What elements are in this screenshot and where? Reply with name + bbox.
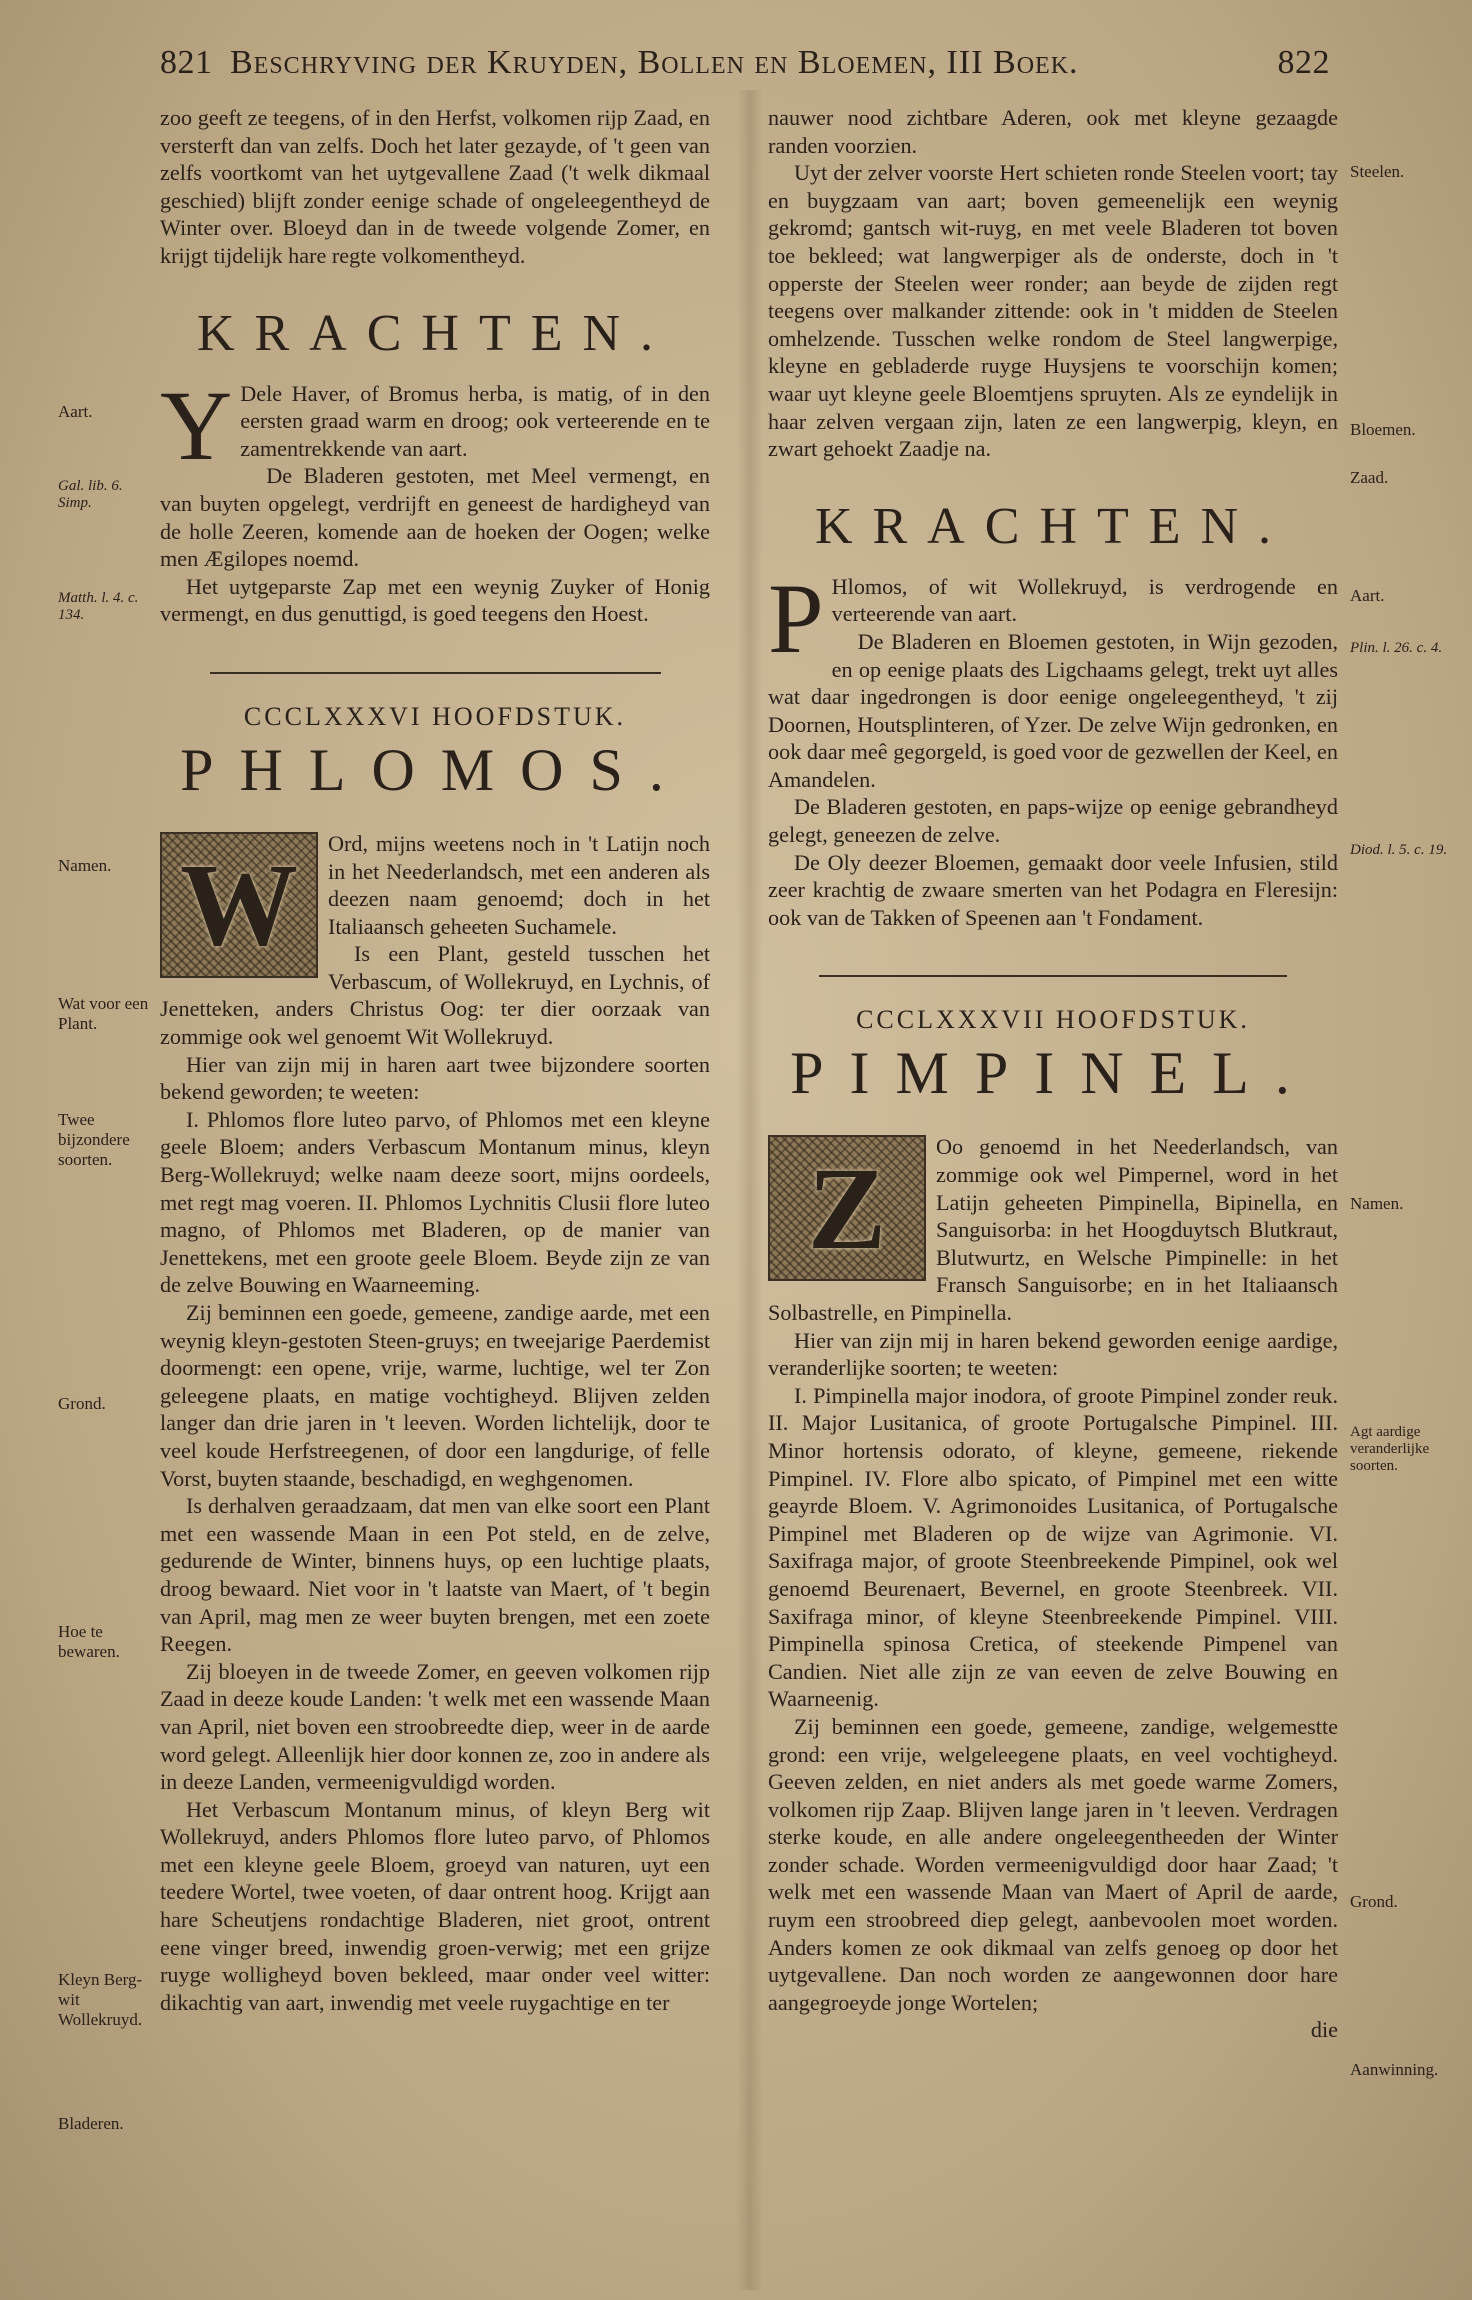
margin-note-plin: Plin. l. 26. c. 4. [1350, 640, 1443, 656]
margin-note-aart: Aart. [58, 402, 93, 421]
pimpinel-para-4: Zij beminnen een goede, gemeene, zandige, welgemestte grond: een vrije, welgeleegene plaats, en veel vochtigheyd. Geeven zelden, en niet anders als met goede warme Zomers, volkomen rijp Zaap. Blijven lange jaren in 't leeven. Verdragen sterke koude, en alle andere ongeleegentheeden der Winter zonder schade. Worden vermeenigvuldigd door haar Zaad; 't welk met een wassende Maan van Maert of April de aarde, ruym een stroobreed diep gelegt, aanbevoolen moet worden. Anders komen ze ook dikmaal van zelfs genoeg op door het uytgevallene. Dan noch worden ze aangewonnen door hare aangegroeyde jonge Wortelen; [768, 1713, 1338, 2015]
left-krachten-heading: KRACHTEN. [196, 304, 674, 362]
dropcap-y: Y [160, 369, 233, 481]
margin-note-grond: Grond. [58, 1394, 106, 1413]
margin-note-diod: Diod. l. 5. c. 19. [1350, 842, 1448, 858]
right-krachten-para-4: De Oly deezer Bloemen, gemaakt door veele Infusien, stild zeer krachtig de zwaare smerten van het Podagra en Fleresijn: ook van de Takken of Speenen aan 't Fondament. [768, 849, 1338, 930]
running-title: Beschryving der Kruyden, Bollen en Bloemen, III Boek. [230, 44, 1079, 81]
chapter-title-pimpinel: PIMPINEL. [790, 1040, 1316, 1107]
phlomos-para-6: Is derhalven geraadzaam, dat men van elke soort een Plant met een wassende Maan in een Pot steld, en de zelve, gedurende de Winter, binnens huys, op een luchtige plaats, droog bewaard. Niet voor in 't laatste van Maert, of 't begin van April, mag men ze weer buyten brengen, met een zoete Reegen. [160, 1493, 710, 1657]
margin-note-bloemen: Bloemen. [1350, 420, 1416, 439]
left-page-number: 821 [160, 44, 213, 81]
phlomos-para-4: I. Phlomos flore luteo parvo, of Phlomos met een kleyne geele Bloem; anders Verbascum Montanum minus, kleyn Berg-Wollekruyd; welke naam deeze soort, mijns oordeels, met regt mag voeren. II. Phlomos Lychnitis Clusii flore luteo magno, of Phlomos met Bladeren, op de manier van Jenettekens, met een groote geele Bloem. Beyde zijn ze van de zelve Bouwing en Waarneeming. [160, 1106, 710, 1298]
right-krachten-para-3: De Bladeren gestoten, en paps-wijze op eenige gebrandheyd gelegt, geneezen de zelve. [768, 794, 1338, 848]
right-page-number: 822 [1277, 44, 1330, 81]
margin-note-namen: Namen. [58, 856, 112, 875]
right-krachten-para-1-text: Hlomos, of wit Wollekruyd, is verdrogende en verteerende van aart. [831, 573, 1338, 627]
margin-note-aart-right: Aart. [1350, 586, 1385, 605]
left-top-paragraph: zoo geeft ze teegens, of in den Herfst, volkomen rijp Zaad, en versterft dan van zelfs. Doch het later gezayde, of 't geen van zelfs voortkomt van het uytgevallene Zaad ('t welk dikmaal geschied) blijft zonder eenige schade of ongeleegentheyd de Winter over. Bloeyd dan in de tweede volgende Zomer, en krijgt tijdelijk hare regte volkomentheyd. [160, 105, 710, 268]
margin-note-aanwinning: Aanwinning. [1350, 2060, 1439, 2079]
right-krachten-para-2: De Bladeren en Bloemen gestoten, in Wijn gezoden, en op eenige plaats des Ligchaams gelegt, trekt uyt alles wat daar ingedrongen is door eenige ongeleegentheyd, 't zij Doornen, Houtsplinteren, of Yzer. De zelve Wijn gedronken, en ook daar meê gegorgeld, is goed voor de gezwellen der Keel, en Amandelen. [768, 628, 1338, 792]
left-krachten-para-1 [160, 369, 710, 481]
chapter-label-386: CCCLXXXVI HOOFDSTUK. [243, 701, 627, 731]
right-krachten-para-1 [768, 562, 1338, 674]
margin-note-kleyn: Kleyn Berg-wit Wollekruyd. [58, 1970, 143, 2029]
left-column [160, 104, 710, 2016]
right-top-paragraph-2: Uyt der zelver voorste Hert schieten ronde Steelen voort; tay en buygzaam van aart; boven gemeenelijk een weynig gekromd; gantsch wit-ruyg, en met veele Bladeren tot boven toe bekleed; wat langwerpiger als de onderste, doch in 't opperste der Steelen weer ronder; aan beyde de zijden regt teegens over malkander zittende: ook in 't midden de Steelen omhelzende. Tusschen welke rondom de Steel langwerpige, kleyne en gebladerde ruyge Huysjens te voorschijn komen; waar uyt kleyne geele Bloemtjens spruyten. Als ze eyndelijk in haar zelven vergaan zijn, laten ze een langwerpig, kleyn, en zwart gehoekt Zaadje na. [768, 160, 1338, 462]
margin-note-namen-right: Namen. [1350, 1194, 1404, 1213]
phlomos-para-2: Is een Plant, gesteld tusschen het Verbascum, of Wollekruyd, en Lychnis, of Jenetteken, anders Christus Oog: ter dier oorzaak van zommige ook wel genoemt Wit Wollekruyd. [160, 941, 710, 1050]
margin-note-bladeren: Bladeren. [58, 2114, 124, 2133]
catchword: die [1310, 2017, 1338, 2043]
phlomos-para-5: Zij beminnen een goede, gemeene, zandige aarde, met een weynig kleyn-gestoten Steen-gruys; en tweejarige Paerdemist doormengt: een opene, vrije, warme, luchtige, wel ter Zon geleegene plaats, en matige vochtigheyd. Blijven zelden langer dan drie jaren in 't leeven. Worden lichtelijk, door te veel koude Herfstreegenen, of door een langdurige, of felle Vorst, buyten staande, beschadigd, en weghgenomen. [160, 1300, 710, 1491]
ornamental-initial-z: Z [768, 1135, 926, 1281]
chapter-label-387: CCCLXXXVII HOOFDSTUK. [856, 1005, 1250, 1035]
running-header [160, 44, 1330, 84]
left-krachten-para-3: Het uytgeparste Zap met een weynig Zuyker of Honig vermengt, en dus genuttigd, is goed teegens den Hoest. [160, 573, 710, 627]
pimpinel-para-2: Hier van zijn mij in haren bekend geworden eenige aardige, veranderlijke soorten; te weeten: [768, 1327, 1338, 1381]
pimpinel-para-1-text: Oo genoemd in het Neederlandsch, van zommige ook wel Pimpernel, word in het Latijn geheeten Pimpinella, Bipinella, en Sanguisorba: in het Hoogduytsch Blutkraut, Blutwurtz, en Welsche Pimpinelle: in het Fransch Sanguisorbe; en in het Italiaansch Solbastrelle, en Pimpinella. [768, 1134, 1338, 1325]
phlomos-para-8: Het Verbascum Montanum minus, of kleyn Berg wit Wollekruyd, anders Phlomos flore luteo parvo, of Phlomos met een kleyne geele Bloem, groeyd van naturen, uyt een teedere Wortel, twee voeten, of daar ontrent hoog. Krijgt aan hare Scheutjens rondachtige Bladeren, niet groot, ontrent eene vinger breed, inwendig groen-verwig; met een grijze ruyge wolligheyd boven bekleed, maar onder veel witter: dikachtig van aart, inwendig met veele ruygachtige en ter [160, 1796, 710, 2015]
section-rule-right [819, 975, 1286, 977]
pimpinel-para-3: I. Pimpinella major inodora, of groote Pimpinel zonder reuk. II. Major Lusitanica, of groote Portugalsche Pimpinel. III. Minor hortensis odorato, of kleyne, gemeene, riekende Pimpinel. IV. Flore albo spicato, of Pimpinel met een witte geayrde Bloem. V. Agrimonoides Lusitanica, of Portugalsche Pimpinel met Bladeren op de wijze van Agrimonie. VI. Saxifraga major, of groote Steenbreekende Pimpinel, ook wel genoemd Beurenaert, Bevernel, en groote Steenbreek. VII. Saxifraga minor, of kleyne Steenbreekende Pimpinel. VIII. Pimpinella spinosa Cretica, of steekende Pimpenel van Candien. Niet alle zijn ze van eeven de zelve Bouwing en Waarneenig. [768, 1382, 1338, 1712]
dropcap-p: P [768, 562, 824, 674]
margin-note-grond-right: Grond. [1350, 1892, 1398, 1911]
left-krachten-para-1-text: Dele Haver, of Bromus herba, is matig, of in den eersten graad warm en droog; ook verteerende en te zamentrekkende van aart. [240, 380, 710, 461]
chapter-title-phlomos: PHLOMOS. [180, 736, 690, 803]
section-rule [210, 672, 661, 674]
margin-note-zaad: Zaad. [1350, 468, 1389, 487]
margin-note-matth: Matth. l. 4. c. 134. [58, 590, 139, 623]
margin-note-hoe: Hoe te bewaren. [58, 1622, 120, 1661]
phlomos-para-3: Hier van zijn mij in haren aart twee bijzondere soorten bekend geworden; te weeten: [160, 1051, 710, 1105]
phlomos-para-1-text: Ord, mijns weetens noch in 't Latijn noch in het Neederlandsch, met een anderen als deezen naam genoemd; doch in het Italiaansch geheeten Suchamele. [328, 830, 710, 939]
margin-note-agt: Agt aardige veranderlijke soorten. [1350, 1424, 1430, 1474]
margin-note-twee: Twee bijzondere soorten. [58, 1110, 130, 1169]
gutter-shadow [737, 90, 763, 2290]
right-top-paragraph-1: nauwer nood zichtbare Aderen, ook met kleyne gezaagde randen voorzien. [768, 105, 1338, 158]
ornamental-initial-w: W [160, 832, 318, 978]
margin-note-steelen: Steelen. [1350, 162, 1405, 181]
right-krachten-heading: KRACHTEN. [814, 497, 1292, 555]
phlomos-para-1 [160, 830, 710, 971]
margin-note-wat-voor: Wat voor een Plant. [58, 994, 149, 1033]
margin-note-gal: Gal. lib. 6. Simp. [58, 478, 123, 511]
phlomos-para-7: Zij bloeyen in de tweede Zomer, en geeven volkomen rijp Zaad in deeze koude Landen: 't welk met een wassende Maan van April, niet boven een stroobreedte diep, weer in de aarde word gelegt. Alleenlijk hier door konnen ze, zoo in andere als in deeze Landen, vermeenigvuldigd worden. [160, 1658, 710, 1795]
pimpinel-para-1 [768, 1133, 1338, 1326]
left-krachten-para-2: De Bladeren gestoten, met Meel vermengt, en van buyten opgelegt, verdrijft en geneest de hardigheyd van de holle Zeeren, komende aan de hoeken der Oogen; welke men Ægilopes noemd. [160, 463, 710, 572]
right-column [768, 104, 1338, 2044]
